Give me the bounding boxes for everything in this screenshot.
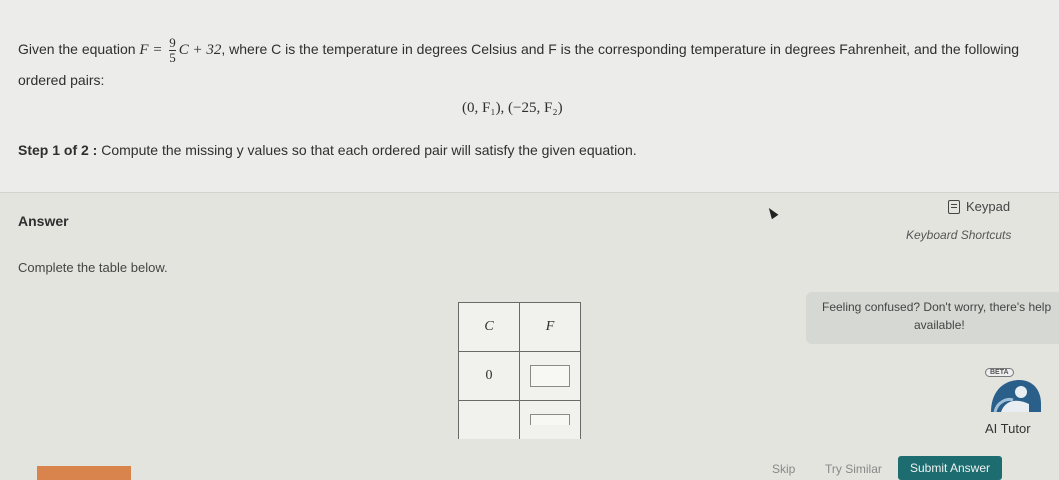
question-suffix: , where C is the temperature in degrees Celsius and F is the corresponding temperature in degrees Fahrenheit, and the following — [221, 41, 1020, 58]
cell-f-2 — [520, 401, 581, 440]
submit-answer-button[interactable]: Submit Answer — [898, 456, 1002, 480]
table-instruction: Complete the table below. — [18, 260, 168, 275]
help-bubble — [806, 292, 1059, 344]
answer-table — [458, 302, 581, 439]
mouse-cursor-icon — [766, 206, 779, 220]
step-instruction — [18, 142, 637, 158]
f1-input[interactable] — [530, 365, 570, 387]
keypad-icon — [948, 200, 960, 214]
table-header-row — [459, 303, 581, 352]
question-prefix: Given the equation — [18, 41, 140, 58]
fraction — [169, 36, 176, 65]
question-panel — [0, 0, 1059, 193]
step-label: Step 1 of 2 : — [18, 142, 98, 158]
fraction-numerator: 9 — [169, 35, 176, 50]
help-text-line1: Feeling confused? Don't worry, there's help — [822, 300, 1052, 314]
keypad-label: Keypad — [966, 199, 1011, 214]
equation-lhs: F — [139, 42, 149, 59]
beta-badge: BETA — [985, 368, 1014, 377]
question-line2: ordered pairs: — [18, 72, 105, 88]
cell-c-1: 0 — [459, 352, 520, 401]
table-row — [459, 401, 581, 440]
equation-equals: = — [148, 42, 167, 59]
ai-tutor-icon[interactable] — [987, 378, 1041, 412]
progress-bar — [37, 466, 131, 480]
question-text — [18, 36, 1019, 65]
fraction-denominator: 5 — [169, 50, 176, 65]
table-row — [459, 352, 581, 401]
header-f: F — [520, 303, 581, 352]
equation-rhs: C + 32 — [178, 42, 222, 59]
answer-label: Answer — [18, 213, 69, 229]
skip-button[interactable]: Skip — [772, 462, 796, 476]
try-similar-button[interactable]: Try Similar — [825, 462, 882, 476]
keyboard-shortcuts-link[interactable]: Keyboard Shortcuts — [906, 228, 1012, 242]
ai-tutor-label[interactable]: AI Tutor — [985, 421, 1031, 436]
ordered-pairs: (0, F₁), (−25, F₂) — [462, 100, 563, 116]
step-text: Compute the missing y values so that each ordered pair will satisfy the given equation. — [97, 142, 637, 158]
cell-f-1 — [520, 352, 581, 401]
header-c: C — [459, 303, 520, 352]
keypad-button[interactable] — [948, 199, 1010, 214]
cell-c-2 — [459, 401, 520, 440]
help-text-line2: available! — [914, 318, 965, 332]
f2-input[interactable] — [530, 414, 570, 425]
